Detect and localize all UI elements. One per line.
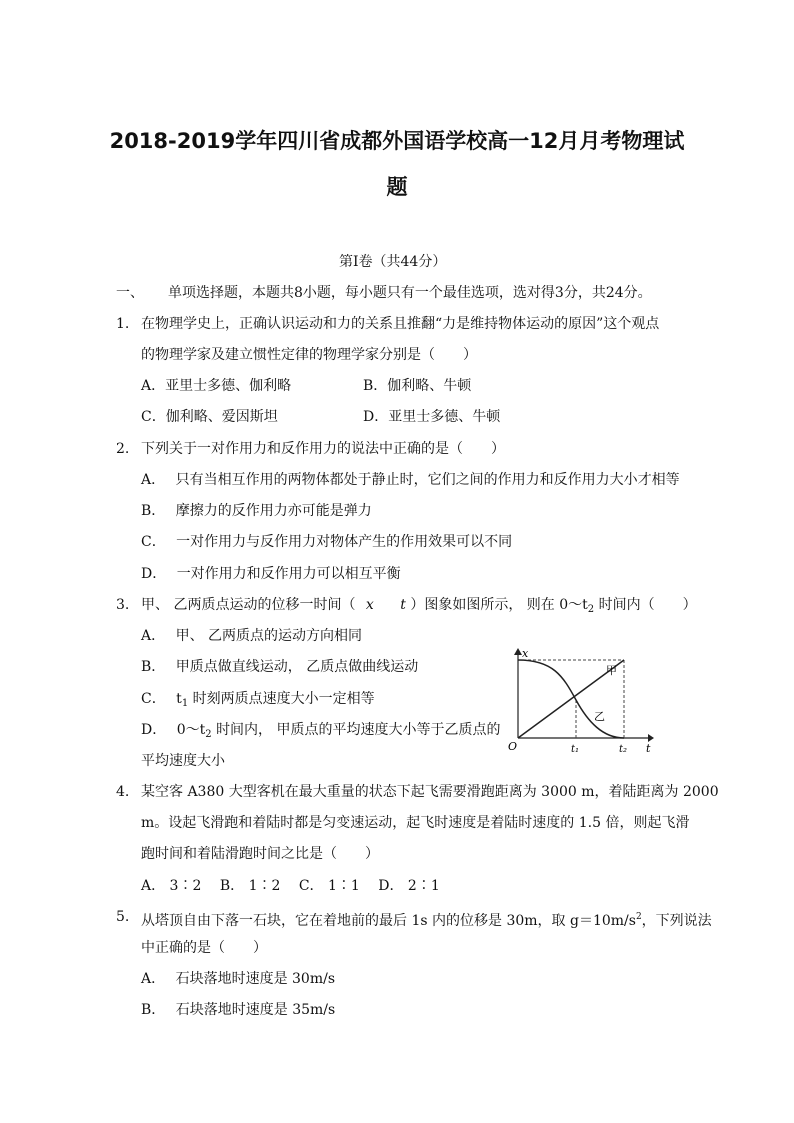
q3-stem xyxy=(141,595,697,620)
q3-option-a-text: 甲、 乙两质点的运动方向相同 xyxy=(175,628,363,644)
q5-stem-line2: 中正确的是（ ） xyxy=(141,940,267,956)
q3-option-a-label: A． xyxy=(141,628,166,644)
q5-option-b xyxy=(141,1000,335,1020)
q2-option-a-label: A． xyxy=(141,472,166,488)
q2-option-c-text: 一对作用力与反作用力对物体产生的作用效果可以不同 xyxy=(176,534,513,550)
graph-t-axis-arrow xyxy=(648,734,654,742)
q2-option-c-label: C． xyxy=(141,534,166,550)
graph-label-jia: 甲 xyxy=(606,664,617,677)
q5-option-b-text: 石块落地时速度是 35m/s xyxy=(175,1002,336,1018)
graph-label-t2: t₂ xyxy=(619,744,628,755)
q5-option-b-label: B． xyxy=(141,1002,166,1018)
q2-option-a-text: 只有当相互作用的两物体都处于静止时，它们之间的作用力和反作用力大小才相等 xyxy=(175,472,680,488)
q3-option-d-sub: 2 xyxy=(205,729,212,740)
document-title: 2018-2019学年四川省成都外国语学校高一12月月考物理试题 xyxy=(109,129,685,199)
q3-stem-part-c: 时间内（ ） xyxy=(598,597,697,613)
graph-label-t: t xyxy=(646,742,651,755)
q5-option-a-label: A． xyxy=(141,971,166,987)
q1-option-c: C．伽利略、爱因斯坦 xyxy=(141,409,278,425)
q1-option-a: A．亚里士多德、伽利略 xyxy=(141,378,292,394)
q3-option-b xyxy=(141,657,418,677)
q5-option-a xyxy=(141,969,335,989)
section-header: 第Ⅰ卷（共44分） xyxy=(339,254,447,270)
graph-x-axis-arrow xyxy=(514,648,522,655)
q2-option-a xyxy=(141,470,680,490)
q5-stem-sup: 2 xyxy=(635,912,642,922)
q2-option-d-text: 一对作用力和反作用力可以相互平衡 xyxy=(176,566,401,582)
q2-number: 2. xyxy=(116,441,130,457)
q2-option-b-text: 摩擦力的反作用力亦可能是弹力 xyxy=(175,503,372,519)
q3-option-d-text: 时间内， 甲质点的平均速度大小等于乙质点的 xyxy=(216,722,501,738)
q2-stem: 下列关于一对作用力和反作用力的说法中正确的是（ ） xyxy=(141,441,505,457)
q1-stem-line1: 在物理学史上，正确认识运动和力的关系且推翻“力是维持物体运动的原因”这个观点 xyxy=(141,316,660,332)
q3-number: 3. xyxy=(116,597,130,613)
q3-stem-part-b: ）图象如图所示， 则在 0～t xyxy=(410,597,588,613)
graph-label-yi: 乙 xyxy=(594,710,605,723)
q3-stem-t: t xyxy=(400,597,406,613)
q3-option-c-t: t xyxy=(176,691,182,707)
graph-label-origin: O xyxy=(508,740,518,753)
q5-stem-line1-a: 从塔顶自由下落一石块，它在着地前的最后 1s 内的位移是 30m，取 g＝10m/s xyxy=(141,913,636,929)
graph-label-t1: t₁ xyxy=(571,744,580,755)
q5-option-a-text: 石块落地时速度是 30m/s xyxy=(175,971,336,987)
q4-options: A． 3∶2 B． 1∶2 C． 1∶1 D． 2∶1 xyxy=(141,878,440,894)
q1-option-d: D．亚里士多德、牛顿 xyxy=(363,409,501,425)
q3-option-d-line2: 平均速度大小 xyxy=(141,753,225,769)
q4-stem-line2: m。设起飞滑跑和着陆时都是匀变速运动，起飞时速度是着陆时速度的 1.5 倍，则起飞滑 xyxy=(141,815,690,831)
q3-option-b-label: B． xyxy=(141,659,166,675)
q4-stem-line3: 跑时间和着陆滑跑时间之比是（ ） xyxy=(141,846,379,862)
q2-option-b-label: B． xyxy=(141,503,166,519)
q3-option-c-sub: 1 xyxy=(181,698,189,709)
q3-stem-sub: 2 xyxy=(587,604,595,615)
q5-stem-line1 xyxy=(141,907,712,931)
part1-number: 一、 xyxy=(116,285,144,301)
q3-option-c xyxy=(141,689,375,714)
q3-option-c-text: 时刻两质点速度大小一定相等 xyxy=(192,691,375,707)
q1-number: 1. xyxy=(116,316,130,332)
q3-option-a xyxy=(141,626,362,646)
q4-number: 4. xyxy=(116,784,130,800)
q2-option-d-label: D． xyxy=(141,566,167,582)
q4-stem-line1: 某空客 A380 大型客机在最大重量的状态下起飞需要滑跑距离为 3000 m，着陆距离为 2000 xyxy=(141,784,719,800)
q2-option-b xyxy=(141,501,372,521)
q5-number: 5. xyxy=(116,909,130,925)
q1-stem-line2: 的物理学家及建立惯性定律的物理学家分别是（ ） xyxy=(141,347,477,363)
q3-stem-x: x xyxy=(365,597,374,613)
q3-stem-part-a: 甲、 乙两质点运动的位移一时间（ xyxy=(141,597,356,613)
q3-option-d-pre: 0～t xyxy=(176,722,206,738)
q3-option-d-label: D． xyxy=(141,722,167,738)
q3-option-d xyxy=(141,720,501,745)
q3-option-b-text: 甲质点做直线运动， 乙质点做曲线运动 xyxy=(175,659,419,675)
q5-stem-line1-b: ，下列说法 xyxy=(641,913,712,929)
part1-instruction: 单项选择题，本题共8小题，每小题只有一个最佳选项，选对得3分，共24分。 xyxy=(168,285,652,301)
q1-option-b: B．伽利略、牛顿 xyxy=(363,378,472,394)
q2-option-c xyxy=(141,532,512,552)
q3-option-c-label: C． xyxy=(141,691,166,707)
q2-option-d xyxy=(141,564,401,584)
xt-graph xyxy=(508,646,658,756)
graph-label-x: x xyxy=(522,647,529,660)
